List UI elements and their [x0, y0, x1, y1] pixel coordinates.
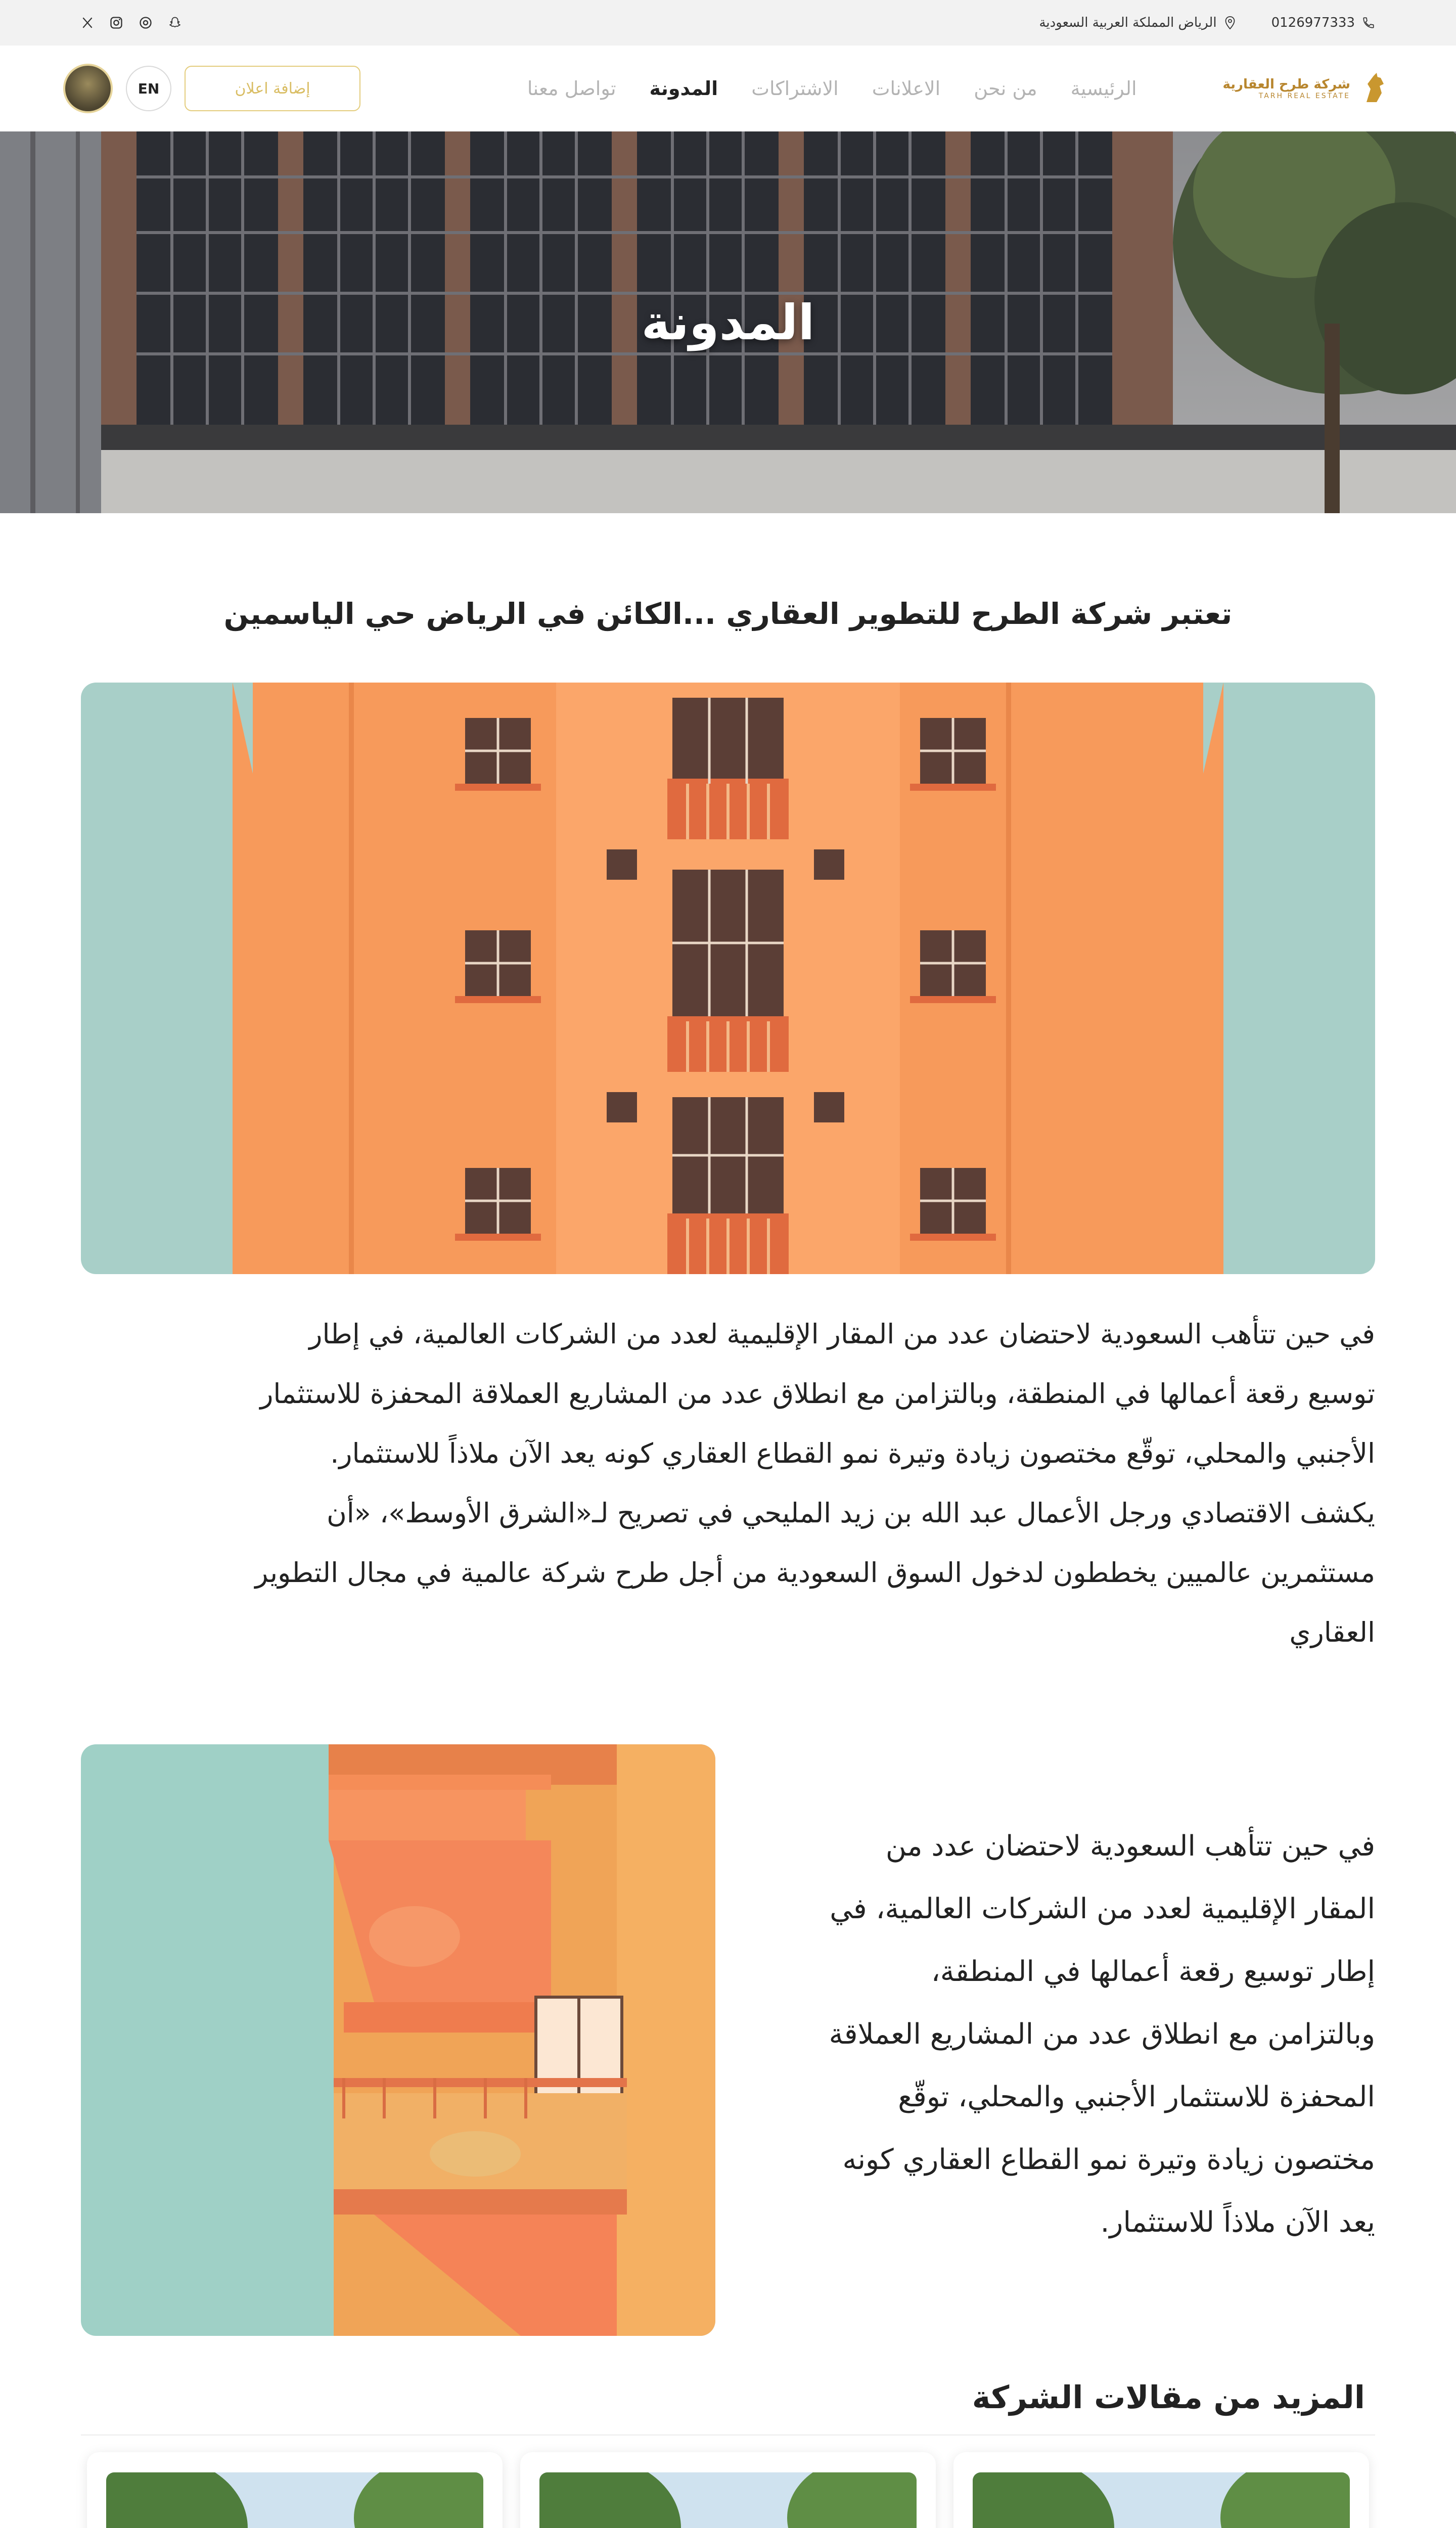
paragraph-line: العقاري — [1289, 1616, 1375, 1648]
paragraph-line: يكشف الاقتصادي ورجل الأعمال عبد الله بن زيد المليحي في تصريح لـ«الشرق الأوسط»، «أن — [327, 1497, 1375, 1529]
paragraph-line: في حين تتأهب السعودية لاحتضان عدد من المقار الإقليمية لعدد من الشركات العالمية، في إطار — [309, 1318, 1375, 1350]
article-paragraph-1 — [81, 1304, 1375, 1662]
nav-item[interactable]: من نحن — [974, 77, 1037, 100]
article-card-image — [539, 2472, 917, 2528]
hero-banner — [0, 131, 1456, 513]
article-paragraph-2 — [753, 1815, 1375, 2254]
nav-item[interactable]: الرئيسية — [1070, 77, 1137, 100]
more-articles-title: المزيد من مقالات الشركة — [972, 2379, 1365, 2416]
nav-item[interactable]: تواصل معنا — [527, 77, 616, 100]
paragraph-line: إطار توسيع رقعة أعمالها في المنطقة، — [931, 1955, 1375, 1988]
nav-item[interactable]: الاشتراكات — [751, 77, 839, 100]
paragraph-line: المقار الإقليمية لعدد من الشركات العالمية، في — [830, 1892, 1375, 1925]
logo-horse-icon — [1357, 71, 1393, 106]
logo-arabic: شركة طرح العقارية — [1222, 77, 1350, 92]
location-pin-icon — [1224, 16, 1236, 30]
hero-title: المدونة — [641, 294, 815, 351]
topbar — [0, 0, 1456, 46]
article-card-image — [973, 2472, 1350, 2528]
article-main-image — [81, 683, 1375, 1274]
site-logo[interactable] — [1223, 71, 1393, 106]
phone-icon — [1362, 16, 1375, 29]
topbar-social — [81, 16, 182, 30]
main-header — [0, 46, 1456, 131]
paragraph-line: مختصون زيادة وتيرة نمو القطاع العقاري كونه — [842, 2143, 1375, 2176]
header-actions — [63, 64, 360, 113]
location-item — [1039, 15, 1236, 30]
snapchat-icon[interactable] — [168, 16, 182, 30]
user-avatar[interactable] — [63, 64, 113, 113]
paragraph-line: الأجنبي والمحلي، توقّع مختصون زيادة وتيرة نمو القطاع العقاري كونه يعد الآن ملاذاً للاستثمار. — [330, 1437, 1375, 1469]
threads-icon[interactable] — [139, 16, 153, 30]
paragraph-line: في حين تتأهب السعودية لاحتضان عدد من — [885, 1830, 1375, 1863]
section-divider — [81, 2434, 1375, 2435]
nav-item[interactable]: المدونة — [649, 77, 718, 100]
contact-info — [1039, 15, 1375, 30]
paragraph-line: يعد الآن ملاذاً للاستثمار. — [1100, 2206, 1375, 2239]
paragraph-line: المحفزة للاستثمار الأجنبي والمحلي، توقّع — [898, 2081, 1375, 2113]
phone-number: 0126977333 — [1271, 15, 1355, 30]
logo-english: TARH REAL ESTATE — [1258, 92, 1350, 100]
paragraph-line: توسيع رقعة أعمالها في المنطقة، وبالتزامن مع انطلاق عدد من المشاريع العملاقة المحفزة للاستثمار — [260, 1378, 1375, 1410]
article-card[interactable] — [520, 2452, 936, 2528]
main-nav — [527, 77, 1137, 100]
paragraph-line: وبالتزامن مع انطلاق عدد من المشاريع العملاقة — [829, 2018, 1375, 2051]
phone-item[interactable] — [1271, 15, 1375, 30]
article-side-image — [81, 1744, 715, 2336]
article-title: تعتبر شركة الطرح للتطوير العقاري ...الكائن في الرياض حي الياسمين — [223, 597, 1233, 631]
header-right — [527, 71, 1393, 106]
instagram-icon[interactable] — [109, 16, 123, 30]
paragraph-line: مستثمرين عالميين يخططون لدخول السوق السعودية من أجل طرح شركة عالمية في مجال التطوير — [255, 1557, 1375, 1589]
language-toggle[interactable]: EN — [126, 66, 171, 111]
nav-item[interactable]: الاعلانات — [872, 77, 941, 100]
article-card[interactable] — [87, 2452, 503, 2528]
logo-text — [1223, 77, 1350, 100]
article-card-image — [106, 2472, 483, 2528]
article-cards — [87, 2452, 1369, 2528]
add-ad-button[interactable]: إضافة اعلان — [185, 66, 360, 111]
location-text: الرياض المملكة العربية السعودية — [1039, 15, 1217, 30]
article-card[interactable] — [953, 2452, 1369, 2528]
x-icon[interactable] — [81, 16, 94, 29]
